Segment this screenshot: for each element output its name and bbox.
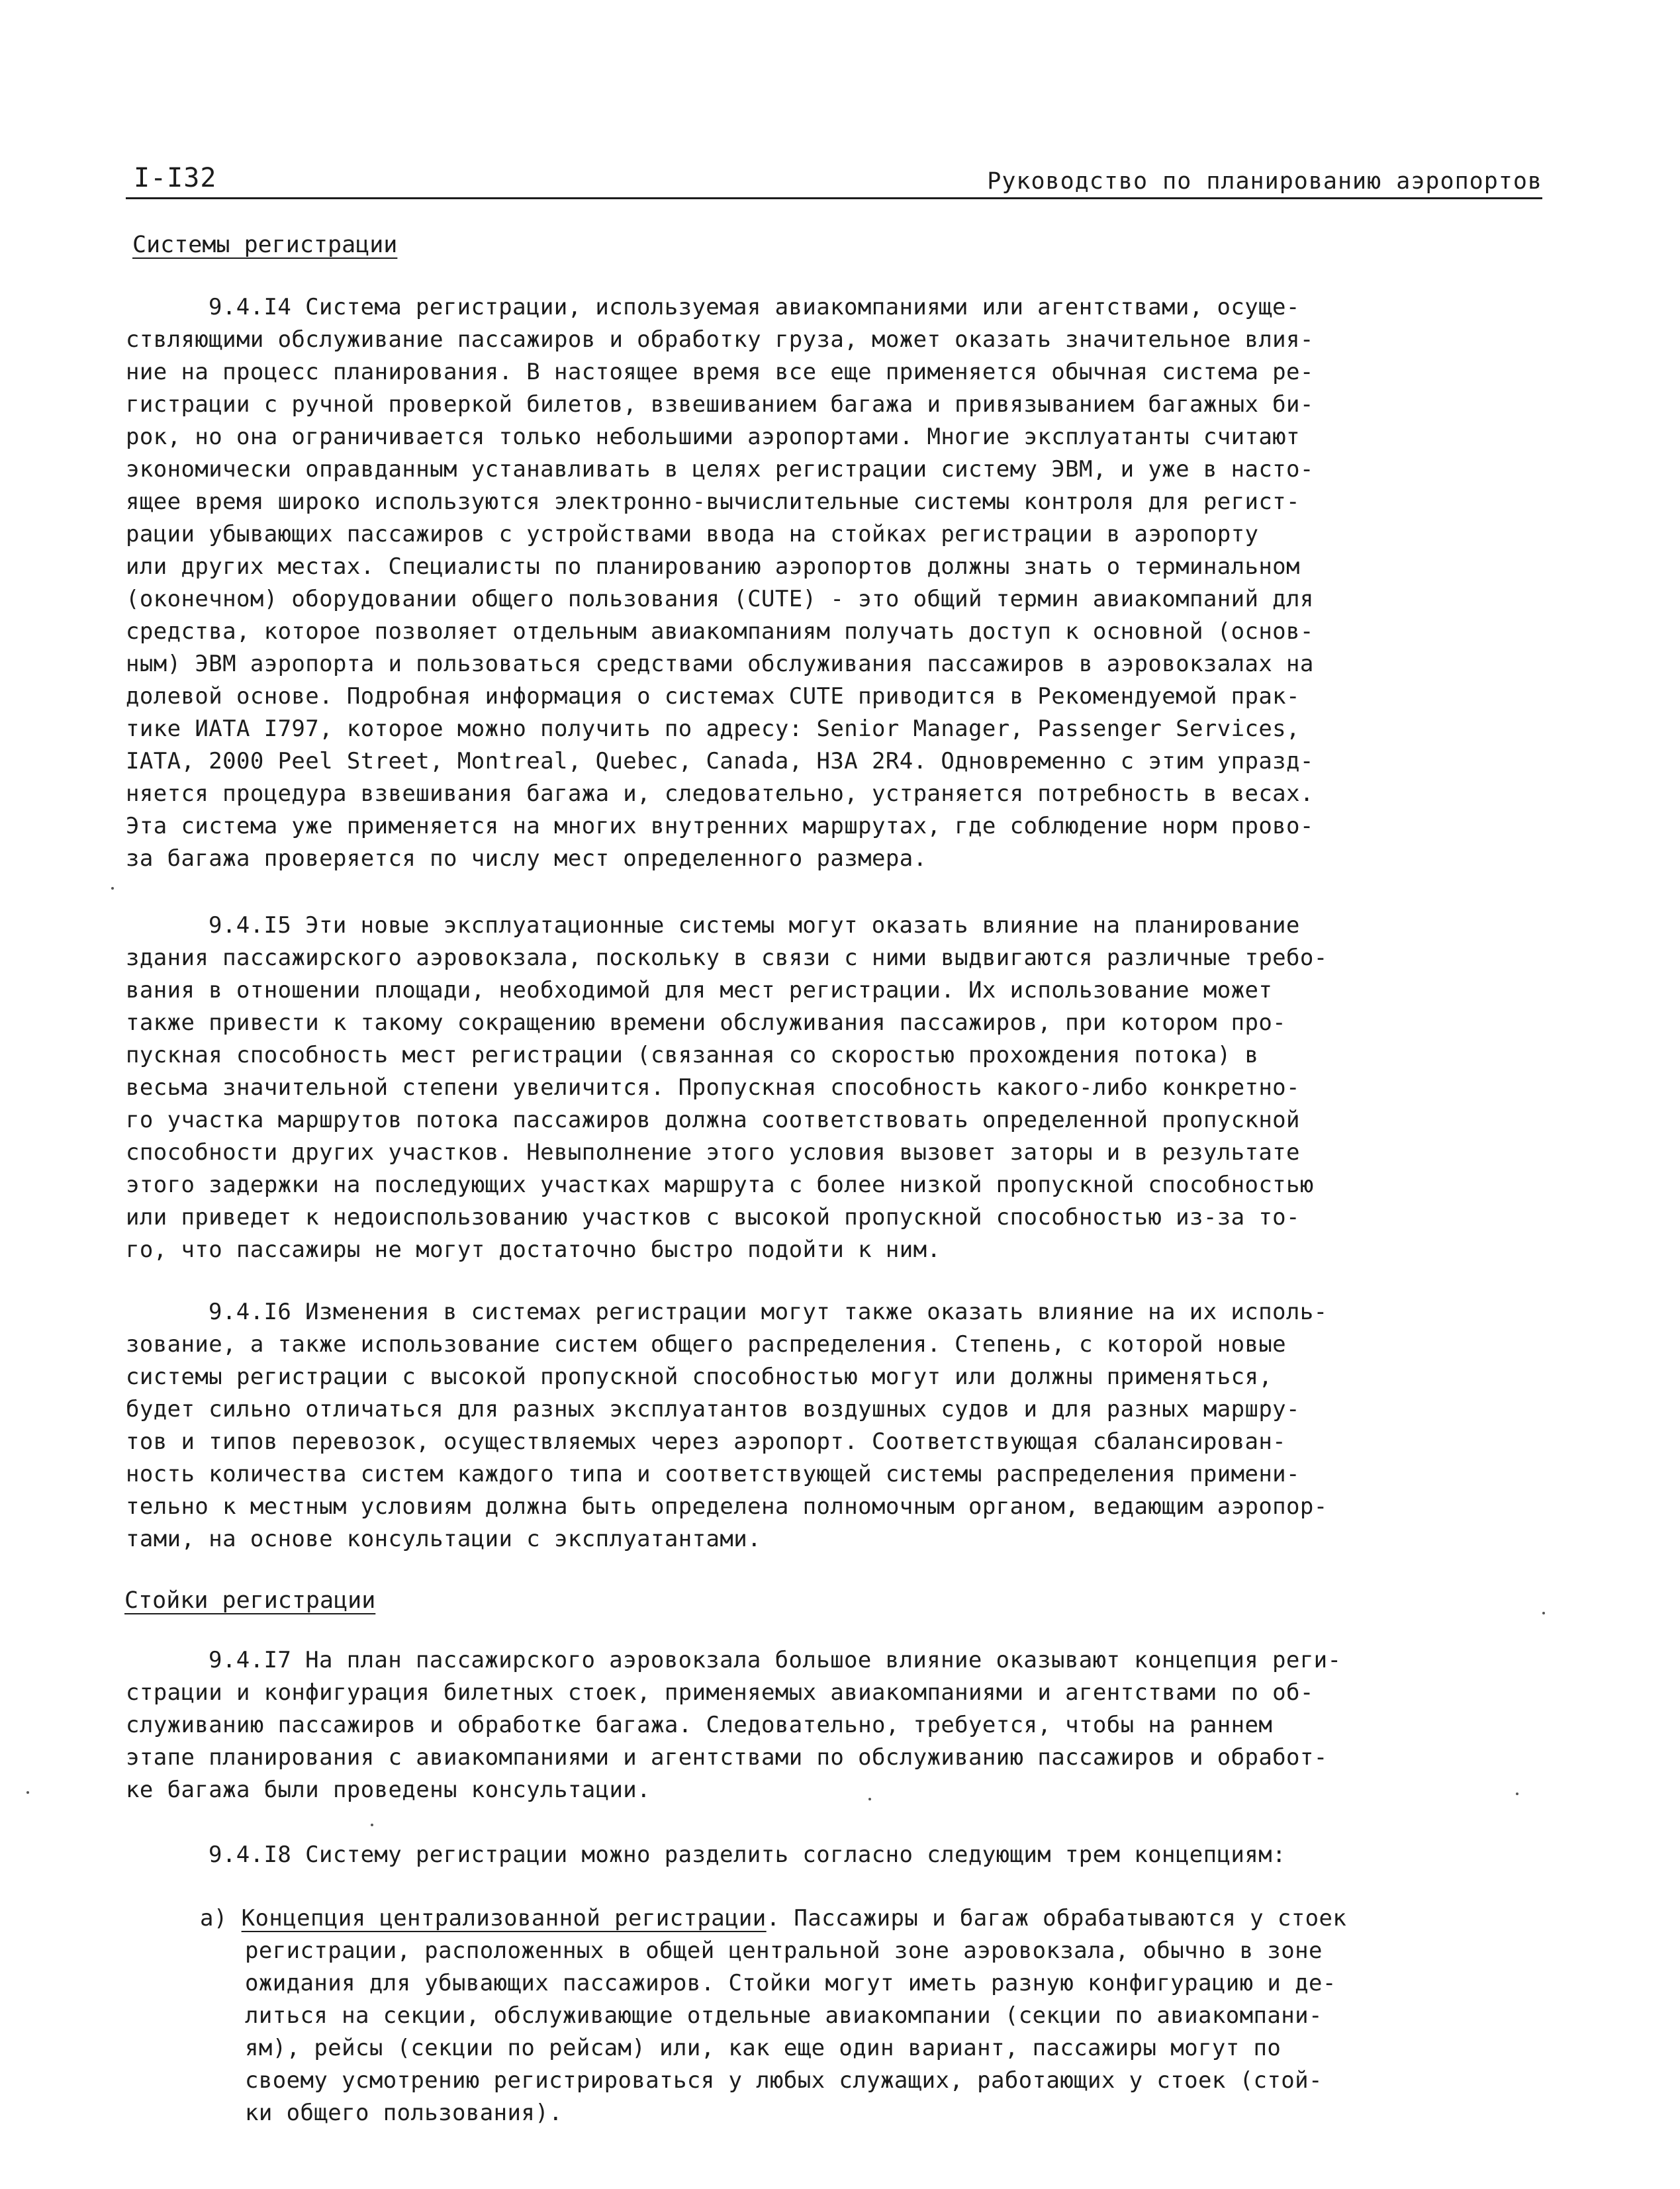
scan-speck (868, 1798, 871, 1800)
section-heading-check-in-counters: Стойки регистрации (124, 1587, 376, 1614)
paragraph-line: будет сильно отличаться для разных эксплуатантов воздушных судов и для разных маршру- (126, 1396, 1300, 1422)
page-header (126, 160, 1542, 199)
list-marker: a) (200, 1905, 228, 1932)
paragraph-line: пускная способность мест регистрации (связанная со скоростью прохождения потока) в (126, 1042, 1259, 1068)
paragraph-line: ствляющими обслуживание пассажиров и обработку груза, может оказать значительное влия- (126, 326, 1314, 353)
paragraph-line: рации убывающих пассажиров с устройствами ввода на стойках регистрации в аэропорту (126, 521, 1259, 547)
list-item-line: ожидания для убывающих пассажиров. Стойки могут иметь разную конфигурацию и де- (245, 1970, 1336, 1996)
paragraph-line: тами, на основе консультации с эксплуатантами. (126, 1526, 762, 1552)
paragraph-line: го участка маршрутов потока пассажиров должна соответствовать определенной пропускной (126, 1107, 1300, 1133)
list-item-a (126, 1902, 1556, 2129)
section-heading-check-in-systems: Системы регистрации (132, 232, 398, 258)
paragraph-line: гистрации с ручной проверкой билетов, взвешиванием багажа и привязыванием багажных би- (126, 391, 1314, 418)
list-item-line: регистрации, расположенных в общей центральной зоне аэровокзала, обычно в зоне (245, 1937, 1323, 1964)
paragraph-line: ным) ЭВМ аэропорта и пользоваться средствами обслуживания пассажиров в аэровокзалах на (126, 651, 1314, 677)
scan-speck (1516, 1793, 1518, 1795)
paragraph-line: также привести к такому сокращению времени обслуживания пассажиров, при котором про- (126, 1009, 1287, 1036)
paragraph-line: за багажа проверяется по числу мест определенного размера. (126, 845, 927, 872)
list-item-line: ки общего пользования). (245, 2100, 563, 2126)
paragraph-line: способности других участков. Невыполнение этого условия вызовет заторы и в результате (126, 1139, 1300, 1166)
paragraph-line: го, что пассажиры не могут достаточно быстро подойти к ним. (126, 1236, 941, 1263)
paragraph-line: ящее время широко используются электронно-вычислительные системы контроля для регист- (126, 489, 1300, 515)
paragraph-line: тельно к местным условиям должна быть определена полномочным органом, ведающим аэропор- (126, 1493, 1328, 1520)
paragraph-line: долевой основе. Подробная информация о системах CUTE приводится в Рекомендуемой прак- (126, 683, 1300, 710)
paragraph-9-4-16 (126, 1296, 1556, 1556)
paragraph-line: экономически оправданным устанавливать в целях регистрации систему ЭВМ, и уже в насто- (126, 456, 1314, 483)
paragraph-9-4-14 (126, 291, 1556, 875)
paragraph-line: зование, а также использование систем общего распределения. Степень, с которой новые (126, 1331, 1287, 1358)
paragraph-line: тов и типов перевозок, осуществляемых через аэропорт. Соответствующая сбалансирован- (126, 1428, 1287, 1455)
list-item-line: своему усмотрению регистрироваться у любых служащих, работающих у стоек (стой- (245, 2067, 1323, 2094)
running-title: Руководство по планированию аэропортов (987, 168, 1542, 195)
paragraph-line: этапе планирования с авиакомпаниями и агентствами по обслуживанию пассажиров и обработ- (126, 1744, 1328, 1771)
page-number: I-I32 (134, 163, 217, 193)
paragraph-line: 9.4.I7 На план пассажирского аэровокзала большое влияние оказывают концепция реги- (209, 1647, 1342, 1673)
scan-speck (111, 887, 114, 890)
paragraph-9-4-15 (126, 909, 1556, 1266)
list-item-title: Концепция централизованной регистрации (241, 1905, 767, 1932)
paragraph-line: или других местах. Специалисты по планированию аэропортов должны знать о терминальном (126, 553, 1300, 580)
paragraph-line: вания в отношении площади, необходимой для мест регистрации. Их использование может (126, 977, 1273, 1003)
paragraph-line: системы регистрации с высокой пропускной способностью могут или должны применяться, (126, 1364, 1273, 1390)
paragraph-line: 9.4.I6 Изменения в системах регистрации могут также оказать влияние на их исполь- (209, 1299, 1328, 1325)
paragraph-line: ке багажа были проведены консультации. (126, 1777, 651, 1803)
paragraph-line: страции и конфигурация билетных стоек, применяемых авиакомпаниями и агентствами по об- (126, 1679, 1314, 1706)
paragraph-line: тике ИАТА I797, которое можно получить по адресу: Senior Manager, Passenger Services, (126, 716, 1300, 742)
paragraph-line: ность количества систем каждого типа и соответствующей системы распределения примени- (126, 1461, 1300, 1487)
scan-speck (1542, 1612, 1545, 1614)
paragraph-line: (оконечном) оборудовании общего пользования (CUTE) - это общий термин авиакомпаний для (126, 586, 1314, 612)
paragraph-line: служиванию пассажиров и обработке багажа. Следовательно, требуется, чтобы на раннем (126, 1712, 1273, 1738)
paragraph-9-4-18 (126, 1839, 1556, 1871)
paragraph-line: или приведет к недоиспользованию участков с высокой пропускной способностью из-за то- (126, 1204, 1300, 1231)
paragraph-line: 9.4.I4 Система регистрации, используемая авиакомпаниями или агентствами, осуще- (209, 294, 1300, 320)
paragraph-line: рок, но она ограничивается только небольшими аэропортами. Многие эксплуатанты считают (126, 424, 1300, 450)
scan-speck (371, 1824, 373, 1826)
paragraph-line: этого задержки на последующих участках маршрута с более низкой пропускной способностью (126, 1172, 1314, 1198)
paragraph-line: 9.4.I8 Систему регистрации можно разделить согласно следующим трем концепциям: (209, 1841, 1286, 1868)
scan-speck (26, 1791, 29, 1794)
list-item-line: ям), рейсы (секции по рейсам) или, как еще один вариант, пассажиры могут по (245, 2035, 1282, 2061)
paragraph-line: ние на процесс планирования. В настоящее время все еще применяется обычная система ре- (126, 359, 1314, 385)
paragraph-9-4-17 (126, 1644, 1556, 1806)
paragraph-line: средства, которое позволяет отдельным авиакомпаниям получать доступ к основной (основ- (126, 618, 1314, 645)
list-item-first-line (126, 1902, 1556, 1935)
list-item-line: литься на секции, обслуживающие отдельные авиакомпании (секции по авиакомпани- (245, 2002, 1323, 2029)
paragraph-line: здания пассажирского аэровокзала, поскольку в связи с ними выдвигаются различные требо- (126, 945, 1328, 971)
paragraph-line: IATA, 2000 Peel Street, Montreal, Quebec, Canada, H3A 2R4. Одновременно с этим упразд- (126, 748, 1314, 774)
paragraph-line: Эта система уже применяется на многих внутренних маршрутах, где соблюдение норм прово- (126, 813, 1314, 839)
list-item-text: . Пассажиры и багаж обрабатываются у стоек (766, 1905, 1347, 1932)
paragraph-line: няется процедура взвешивания багажа и, следовательно, устраняется потребность в весах. (126, 780, 1314, 807)
paragraph-line: 9.4.I5 Эти новые эксплуатационные системы могут оказать влияние на планирование (209, 912, 1300, 939)
paragraph-line: весьма значительной степени увеличится. Пропускная способность какого-либо конкретно- (126, 1074, 1300, 1101)
